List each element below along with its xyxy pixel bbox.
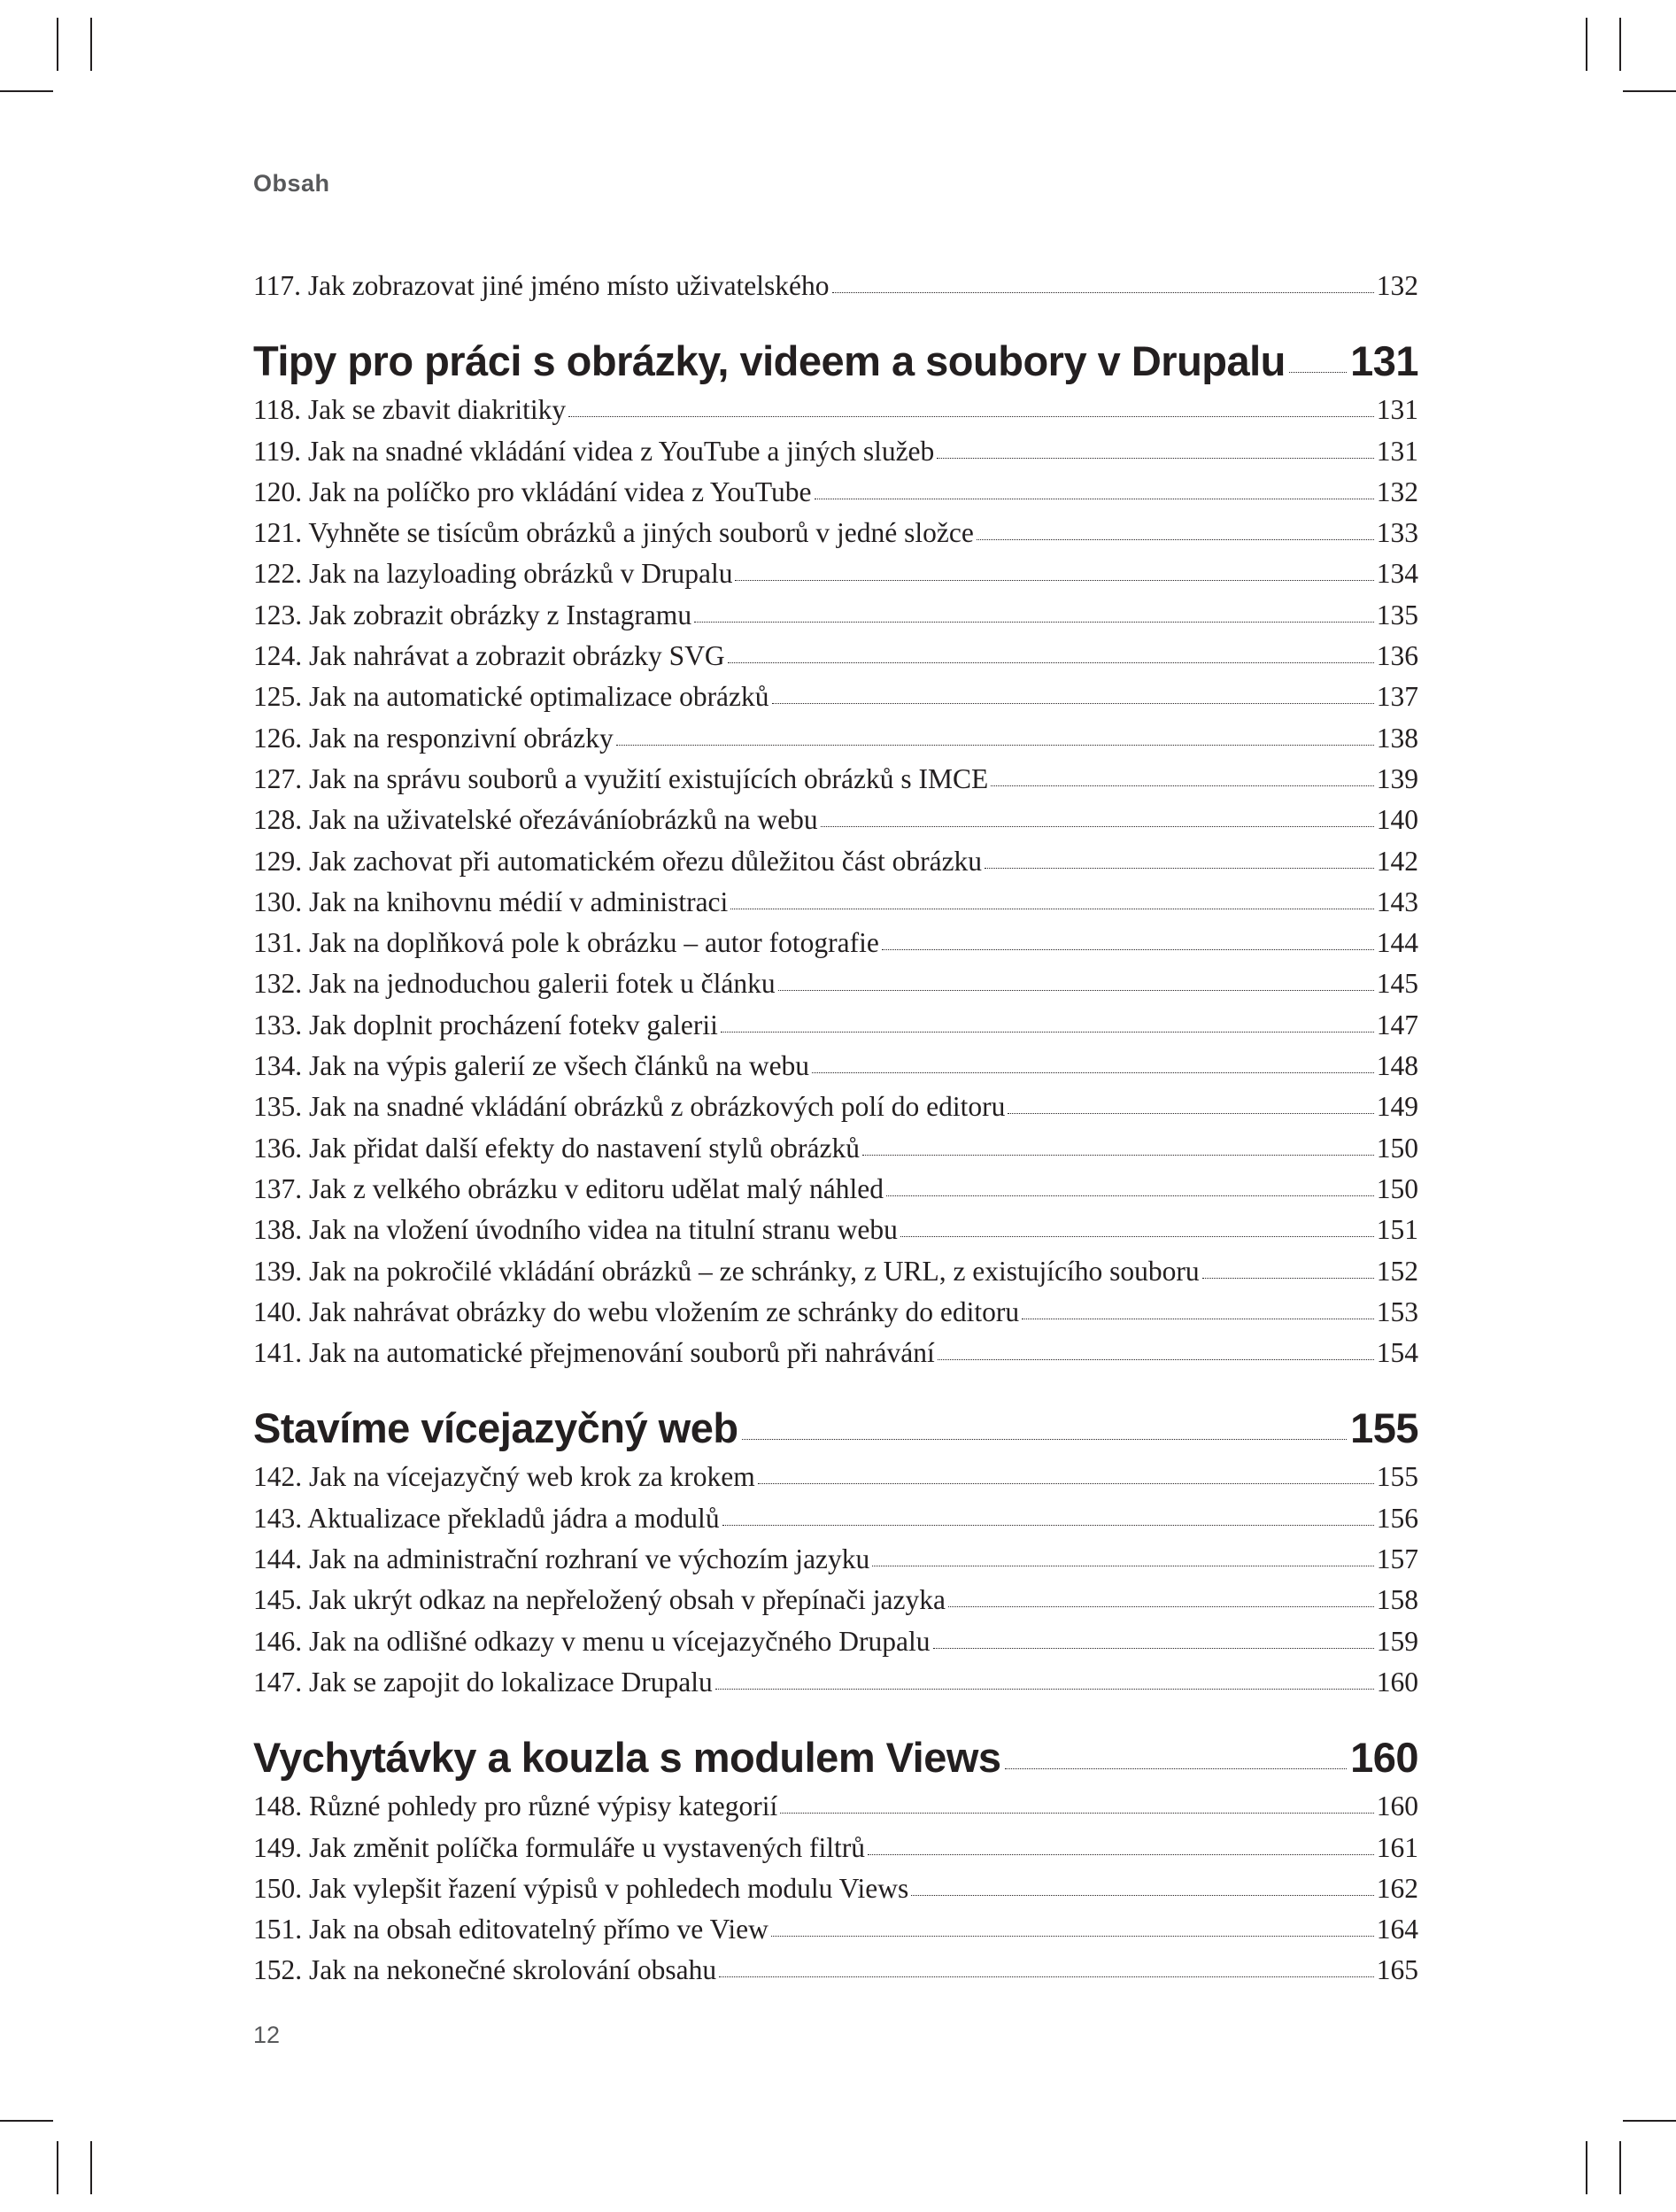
toc-entry [253, 1909, 1418, 1950]
toc-entry [253, 1169, 1418, 1210]
toc-entry [253, 1005, 1418, 1046]
toc-entry-page: 150 [1376, 1132, 1418, 1164]
dot-leader [991, 785, 1374, 786]
crop-mark [57, 18, 58, 71]
toc-entry-title: 132. Jak na jednoduchou galerii fotek u článku [253, 968, 776, 1000]
toc-entry [253, 718, 1418, 759]
toc-entry [253, 266, 1418, 306]
dot-leader [719, 1976, 1374, 1977]
toc-entry-title: 150. Jak vylepšit řazení výpisů v pohledech modulu Views [253, 1872, 909, 1904]
toc-entry-page: 144 [1376, 927, 1418, 959]
toc-entry-page: 142 [1376, 845, 1418, 877]
toc-entry-title: 151. Jak na obsah editovatelný přímo ve View [253, 1914, 768, 1945]
toc-entry-page: 136 [1376, 640, 1418, 672]
toc-entry-title: 124. Jak nahrávat a zobrazit obrázky SVG [253, 640, 725, 672]
dot-leader [938, 1359, 1374, 1360]
toc-sections [253, 335, 1418, 1991]
dot-leader [758, 1483, 1374, 1484]
toc-entry [253, 1333, 1418, 1373]
dot-leader [933, 1648, 1374, 1649]
toc-entry [253, 1251, 1418, 1292]
dot-leader [882, 949, 1374, 950]
toc-entry-page: 159 [1376, 1625, 1418, 1657]
crop-mark [1623, 90, 1676, 92]
toc-entry [253, 553, 1418, 594]
toc-entry [253, 390, 1418, 430]
toc-entry [253, 1662, 1418, 1703]
toc-entry [253, 1292, 1418, 1333]
toc-entry-title: 120. Jak na políčko pro vkládání videa z YouTube [253, 476, 812, 507]
toc-entry-page: 164 [1376, 1914, 1418, 1945]
toc-entry-title: 142. Jak na vícejazyčný web krok za krokem [253, 1461, 755, 1493]
crop-mark [57, 2141, 58, 2194]
toc-entry-page: 153 [1376, 1295, 1418, 1327]
toc-entry-title: 145. Jak ukrýt odkaz na nepřeložený obsah v přepínači jazyka [253, 1584, 946, 1616]
dot-leader [900, 1236, 1374, 1237]
toc-entry-page: 145 [1376, 968, 1418, 1000]
toc-entry-title: 141. Jak na automatické přejmenování souborů při nahrávání [253, 1337, 935, 1369]
dot-leader [1202, 1278, 1374, 1279]
toc-entry-title: 130. Jak na knihovnu médií v administraci [253, 886, 729, 917]
dot-leader [948, 1606, 1374, 1607]
toc-entry [253, 1868, 1418, 1909]
toc-entry-page: 148 [1376, 1050, 1418, 1082]
dot-leader [722, 1525, 1374, 1526]
crop-mark [1619, 2141, 1621, 2194]
toc-entry-title: 139. Jak na pokročilé vkládání obrázků – ze schránky, z URL, z existujícího souboru [253, 1255, 1200, 1287]
toc-entry-page: 154 [1376, 1337, 1418, 1369]
toc-entry-page: 134 [1376, 558, 1418, 590]
dot-leader [1005, 1768, 1348, 1769]
chapter-heading [253, 1731, 1418, 1784]
toc-entry-page: 161 [1376, 1831, 1418, 1863]
toc-entry-title: 135. Jak na snadné vkládání obrázků z obrázkových polí do editoru [253, 1091, 1006, 1123]
toc-entry-title: 138. Jak na vložení úvodního videa na titulní stranu webu [253, 1214, 898, 1246]
toc-entry-page: 151 [1376, 1214, 1418, 1246]
toc-entry-page: 158 [1376, 1584, 1418, 1616]
dot-leader [778, 990, 1374, 991]
toc-entry [253, 1046, 1418, 1087]
toc-entry-page: 155 [1376, 1461, 1418, 1493]
toc-entry-page: 165 [1376, 1954, 1418, 1986]
toc-entry-title: 147. Jak se zapojit do lokalizace Drupalu [253, 1666, 713, 1698]
chapter-title: Tipy pro práci s obrázky, videem a soubory v Drupalu [253, 337, 1286, 385]
page-number: 12 [253, 2022, 281, 2048]
toc-entry [253, 513, 1418, 553]
dot-leader [1008, 1113, 1373, 1114]
toc-entry [253, 759, 1418, 800]
chapter-title: Vychytávky a kouzla s modulem Views [253, 1734, 1001, 1782]
toc-entry-title: 125. Jak na automatické optimalizace obrázků [253, 681, 769, 713]
toc-entry [253, 1457, 1418, 1497]
dot-leader [911, 1895, 1373, 1896]
toc-entry-page: 149 [1376, 1091, 1418, 1123]
toc-entry [253, 1498, 1418, 1539]
toc-entry [253, 923, 1418, 963]
toc-entry [253, 472, 1418, 513]
toc-entry [253, 1210, 1418, 1250]
toc-entry [253, 431, 1418, 472]
dot-leader [735, 580, 1373, 581]
toc-entry-title: 128. Jak na uživatelské ořezáváníobrázků na webu [253, 804, 818, 836]
toc-entry-page: 160 [1376, 1790, 1418, 1822]
toc-entry-page: 160 [1376, 1666, 1418, 1698]
dot-leader [772, 703, 1374, 704]
toc-entry-page: 133 [1376, 517, 1418, 549]
dot-leader [821, 826, 1374, 827]
chapter-page: 155 [1350, 1404, 1418, 1452]
crop-mark [1619, 18, 1621, 71]
toc-entry-title: 144. Jak na administrační rozhraní ve výchozím jazyku [253, 1543, 870, 1575]
running-head: Obsah [253, 170, 330, 197]
dot-leader [977, 539, 1374, 540]
toc-entry [253, 1786, 1418, 1827]
dot-leader [568, 416, 1374, 417]
dot-leader [862, 1155, 1374, 1156]
toc-entry [253, 595, 1418, 636]
toc-entry-page: 138 [1376, 722, 1418, 754]
toc-entry-title: 134. Jak na výpis galerií ze všech článků na webu [253, 1050, 810, 1082]
toc-entry-title: 127. Jak na správu souborů a využití existujících obrázků s IMCE [253, 762, 989, 794]
toc-entry-page: 132 [1376, 270, 1418, 301]
dot-leader [721, 1032, 1374, 1033]
toc-entry-title: 123. Jak zobrazit obrázky z Instagramu [253, 599, 692, 630]
toc-entry-title: 140. Jak nahrávat obrázky do webu vložením ze schránky do editoru [253, 1295, 1020, 1327]
crop-mark [1623, 2120, 1676, 2122]
toc-entry-page: 131 [1376, 435, 1418, 467]
dot-leader [1289, 372, 1347, 373]
toc-entry-page: 156 [1376, 1502, 1418, 1534]
toc-entry [253, 1087, 1418, 1127]
toc-entry [253, 1128, 1418, 1169]
dot-leader [868, 1854, 1374, 1855]
crop-mark [0, 2120, 53, 2122]
chapter-page: 131 [1350, 337, 1418, 385]
toc-entry-page: 150 [1376, 1172, 1418, 1204]
toc-entry-page: 135 [1376, 599, 1418, 630]
toc-entry-page: 147 [1376, 1009, 1418, 1040]
dot-leader [886, 1195, 1374, 1196]
toc-entry-title: 148. Různé pohledy pro různé výpisy kategorií [253, 1790, 778, 1822]
dot-leader [694, 622, 1374, 623]
dot-leader [832, 292, 1374, 293]
toc-entry-title: 133. Jak doplnit procházení fotekv galerii [253, 1009, 718, 1040]
toc-entry-page: 143 [1376, 886, 1418, 917]
crop-mark [90, 18, 92, 71]
toc-entry-title: 137. Jak z velkého obrázku v editoru udělat malý náhled [253, 1172, 884, 1204]
toc-entry [253, 1950, 1418, 1991]
toc-entry-title: 117. Jak zobrazovat jiné jméno místo uživatelského [253, 270, 830, 301]
toc-entry [253, 841, 1418, 882]
toc-entry-page: 157 [1376, 1543, 1418, 1575]
toc-entry-page: 152 [1376, 1255, 1418, 1287]
toc-entry-page: 139 [1376, 762, 1418, 794]
toc-entry [253, 1828, 1418, 1868]
toc-entry [253, 882, 1418, 923]
toc-entry-page: 140 [1376, 804, 1418, 836]
toc-entry-page: 131 [1376, 394, 1418, 426]
toc-entry-title: 129. Jak zachovat při automatickém ořezu důležitou část obrázku [253, 845, 983, 877]
crop-mark [0, 90, 53, 92]
toc-entry-title: 152. Jak na nekonečné skrolování obsahu [253, 1954, 717, 1986]
toc-entry-title: 131. Jak na doplňková pole k obrázku – autor fotografie [253, 927, 879, 959]
toc-entry-page: 137 [1376, 681, 1418, 713]
toc-entry-title: 119. Jak na snadné vkládání videa z YouTube a jiných služeb [253, 435, 935, 467]
toc-entry [253, 1621, 1418, 1662]
dot-leader [937, 458, 1373, 459]
toc-entry [253, 963, 1418, 1004]
toc-entry-title: 122. Jak na lazyloading obrázků v Drupalu [253, 558, 733, 590]
toc-entry [253, 1580, 1418, 1620]
toc-entry-title: 126. Jak na responzivní obrázky [253, 722, 614, 754]
dot-leader [742, 1439, 1347, 1440]
toc-entry [253, 800, 1418, 840]
toc-entry-page: 162 [1376, 1872, 1418, 1904]
toc-entry-title: 146. Jak na odlišné odkazy v menu u vícejazyčného Drupalu [253, 1625, 931, 1657]
toc-entry-page: 132 [1376, 476, 1418, 507]
toc-entry-title: 136. Jak přidat další efekty do nastavení stylů obrázků [253, 1132, 860, 1164]
table-of-contents [253, 266, 1418, 1992]
dot-leader [812, 1072, 1374, 1073]
dot-leader [715, 1689, 1374, 1690]
dot-leader [985, 868, 1374, 869]
dot-leader [771, 1936, 1374, 1937]
toc-entry [253, 677, 1418, 717]
toc-entry-title: 149. Jak změnit políčka formuláře u vystavených filtrů [253, 1831, 866, 1863]
toc-entry [253, 1539, 1418, 1580]
dot-leader [780, 1813, 1374, 1814]
chapter-heading [253, 335, 1418, 388]
crop-mark [90, 2141, 92, 2194]
dot-leader [616, 745, 1374, 746]
toc-entry [253, 636, 1418, 677]
dot-leader [728, 662, 1374, 663]
chapter-heading [253, 1402, 1418, 1455]
crop-mark [1586, 2141, 1587, 2194]
toc-entry-title: 121. Vyhněte se tisícům obrázků a jiných souborů v jedné složce [253, 517, 974, 549]
crop-mark [1586, 18, 1587, 71]
toc-entry-title: 143. Aktualizace překladů jádra a modulů [253, 1502, 720, 1534]
chapter-page: 160 [1350, 1734, 1418, 1782]
toc-entry-title: 118. Jak se zbavit diakritiky [253, 394, 567, 426]
chapter-title: Stavíme vícejazyčný web [253, 1404, 738, 1452]
